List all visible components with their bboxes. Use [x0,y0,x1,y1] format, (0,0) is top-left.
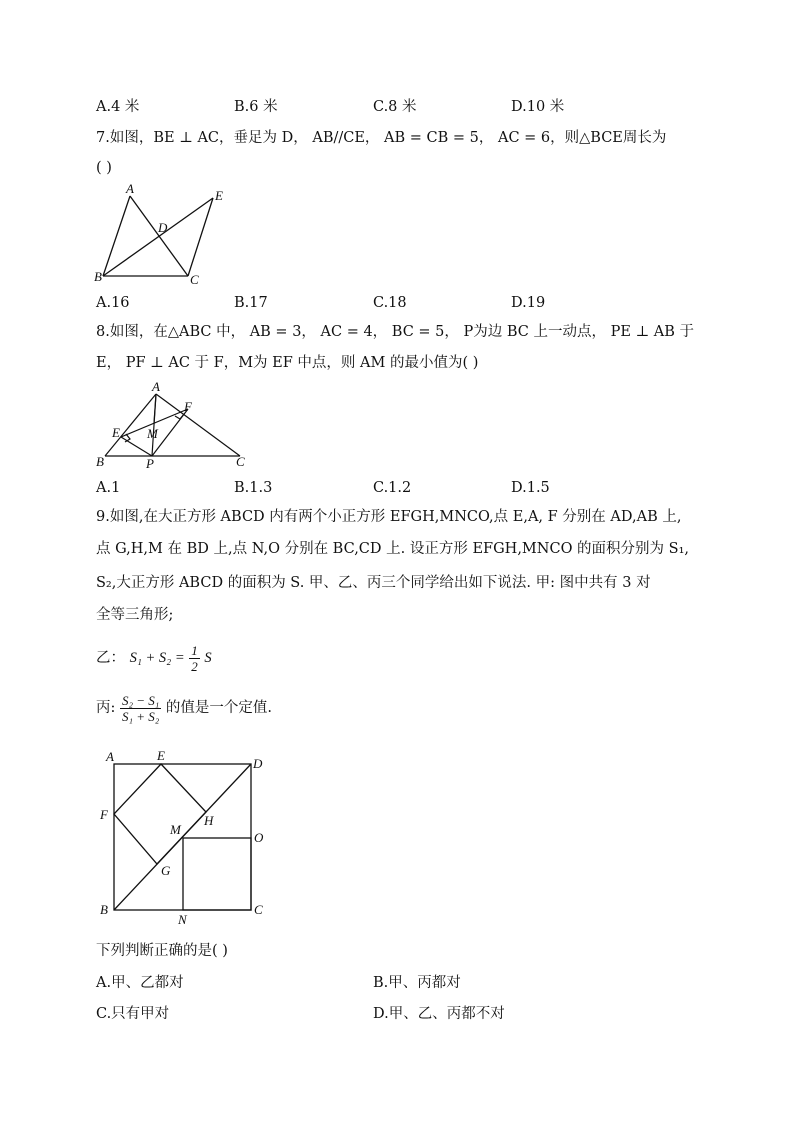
q9-label-n: N [178,912,187,927]
q7-label-c: C [190,272,199,287]
q9-bing-numerator: S₂ − S₁ [122,692,160,708]
q6-option-b: B.6 米 [234,99,278,115]
q7-label-e: E [215,188,223,203]
q9-stem-line2: 点 G,H,M 在 BD 上,点 N,O 分别在 BC,CD 上. 设正方形 EFGH,MNCO 的面积分别为 S₁, [96,541,690,557]
q9-label-b: B [100,902,108,917]
q9-label-d: D [253,756,263,771]
q9-yi-fraction [189,643,200,674]
q9-option-c: C.只有甲对 [96,1006,170,1022]
q7-option-b: B.17 [234,295,268,311]
q8-stem-line1: 8.如图，在△ABC 中， AB = 3， AC = 4， BC = 5， P为边 BC 上一动点， PE ⊥ AB 于 [96,324,695,340]
q8-label-m: M [147,426,158,441]
q8-option-c: C.1.2 [373,480,412,496]
q6-option-c: C.8 米 [373,99,417,115]
q7-label-d: D [158,220,168,235]
q9-stem-line4: 全等三角形; [96,607,174,623]
q9-yi-lhs: S₁ + S₂ = [129,650,185,666]
q7-stem-math: BE ⊥ AC，垂足为 D， AB//CE， AB = CB = 5， AC = 6，则△BCE周长为 [153,130,667,146]
q9-label-a: A [106,749,114,764]
q9-label-c: C [254,902,263,917]
q9-statement-bing [96,692,272,724]
q7-option-c: C.18 [373,295,407,311]
q9-label-f: F [100,807,108,822]
q8-option-d: D.1.5 [511,480,550,496]
q7-stem [96,128,666,148]
q8-option-b: B.1.3 [234,480,273,496]
q8-label-f: F [184,399,192,414]
q9-option-b: B.甲、丙都对 [373,975,461,991]
q7-stem-prefix: 7.如图， [96,130,154,146]
q9-yi-rhs: S [204,650,212,666]
q9-option-a: A.甲、乙都对 [96,975,184,991]
q9-label-h: H [204,813,214,828]
q7-label-b: B [94,269,102,284]
q8-label-e: E [112,425,120,440]
q9-yi-numerator: 1 [191,642,198,658]
q8-label-b: B [96,454,104,469]
q9-bing-fraction [120,693,161,724]
q9-bing-suffix: 的值是一个定值. [165,700,273,716]
q9-bing-prefix: 丙: [96,700,116,716]
q6-option-a: A.4 米 [96,99,140,115]
q9-yi-prefix: 乙： [96,650,125,666]
q9-label-g: G [161,863,171,878]
q9-stem-line1: 9.如图,在大正方形 ABCD 内有两个小正方形 EFGH,MNCO,点 E,A, F 分别在 AD,AB 上, [96,509,682,525]
q7-paren: ( ) [96,160,112,176]
q9-yi-denominator: 2 [191,658,198,674]
q7-option-a: A.16 [96,295,130,311]
q9-option-d: D.甲、乙、丙都不对 [373,1006,505,1022]
q9-label-o: O [254,830,264,845]
q8-option-a: A.1 [96,480,121,496]
q7-figure [90,180,240,290]
q9-label-m: M [170,822,181,837]
q9-stem-line3: S₂,大正方形 ABCD 的面积为 S. 甲、乙、丙三个同学给出如下说法. 甲: 图中共有 3 对 [96,575,651,591]
q9-label-e: E [157,748,165,763]
q9-figure [90,744,280,930]
q7-label-a: A [126,181,134,196]
q8-stem-line2: E， PF ⊥ AC 于 F，M为 EF 中点，则 AM 的最小值为( ) [96,355,479,371]
q6-option-d: D.10 米 [511,99,565,115]
q8-label-c: C [236,454,245,469]
q9-bing-denominator: S₁ + S₂ [122,708,160,724]
q9-statement-yi [96,642,212,674]
q8-label-p: P [146,456,154,471]
q7-option-d: D.19 [511,295,546,311]
q8-figure [90,380,260,472]
q9-question: 下列判断正确的是( ) [96,943,228,959]
q8-label-a: A [152,380,160,394]
